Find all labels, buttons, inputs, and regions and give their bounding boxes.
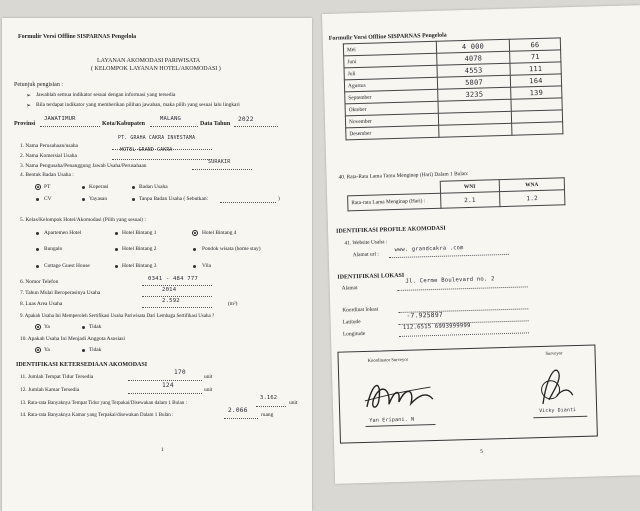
q1-value: PT. GRAHA CAKRA INVESTAMA xyxy=(118,136,196,141)
month-label: Juni xyxy=(344,53,437,68)
heading-layanan: LAYANAN AKOMODASI PARIWISATA xyxy=(97,58,201,64)
month-value-b: 164 xyxy=(510,74,561,87)
q13-label: 13. Rata-rata Banyaknya Tempat Tidur yang Terpakai/Disewakan dalam 1 Bulan : xyxy=(20,400,188,406)
latitude-label: Latitude xyxy=(342,319,361,326)
month-value-b: 111 xyxy=(510,62,561,75)
q4-option-koperasi: Koperasi xyxy=(89,184,109,190)
longitude-label: Longitude xyxy=(342,330,366,338)
q5-option-cottage: Cottage Guest House xyxy=(44,263,90,269)
monthly-table xyxy=(343,37,564,140)
alamat-url-label: Alamat url : xyxy=(352,251,379,259)
month-value-b: 66 xyxy=(509,38,560,51)
form-title: Formulir Versi Offline SISPARNAS Pengelola xyxy=(18,34,137,40)
month-label: Juli xyxy=(344,65,437,80)
surveyor-signature xyxy=(532,359,584,415)
q5-option-bintang-2: Hotel Bintang 2 xyxy=(122,246,157,252)
month-value-a xyxy=(439,123,512,137)
month-label: Oktober xyxy=(345,101,438,116)
q12-label: 12. Jumlah Kamar Tersedia xyxy=(20,387,80,393)
latitude-value: -7.925897 xyxy=(406,310,443,320)
q5-option-bungalo: Bungalo xyxy=(44,246,63,252)
section-lokasi: IDENTIFIKASI LOKASI xyxy=(337,272,405,281)
month-value-b: 71 xyxy=(510,50,561,63)
q6-value: 0341 - 484 777 xyxy=(148,276,198,282)
q41-label: 41. Website Usaha : xyxy=(344,239,388,247)
radio-selected-icon[interactable] xyxy=(35,347,41,353)
section-ketersediaan: IDENTIFIKASI KETERSEDIAAN AKOMODASI xyxy=(16,362,148,368)
q10-label: 10. Apakah Usaha Ini Menjadi Anggota Asosiasi xyxy=(20,336,125,342)
q4-option-badan-usaha: Badan Usaha xyxy=(139,184,168,190)
q5-option-pondok-wisata: Pondok wisata (home stay) xyxy=(202,246,261,252)
stay-wni-value: 2.1 xyxy=(440,192,500,209)
q5-label: 5. Kelas/Kelompok Hotel/Akomodasi (Pilih yang sesuai) : xyxy=(20,217,146,223)
month-value-a: 4078 xyxy=(437,51,510,65)
kota-label: Kota/Kabupaten xyxy=(102,121,146,127)
q9-ya: Ya xyxy=(44,324,50,330)
instruction-2: Bila terdapat indikator yang memberikan pilihan jawaban, maka pilih yang sesuai lalu lingkari xyxy=(36,102,240,108)
stay-label: Rata-rata Lama Menginap (Hari) : xyxy=(348,193,441,211)
section-profil: IDENTIFIKASI PROFILE AKOMODASI xyxy=(336,225,446,235)
q4-label: 4. Bentuk Badan Usaha : xyxy=(20,172,74,178)
q2-label: 2. Nama Komersial Usaha xyxy=(20,153,77,159)
q14-label: 14. Rata-rata Banyaknya Kamar yang Terpakai/disewakan Dalam 1 Bulan : xyxy=(20,412,174,418)
page-number: 5 xyxy=(480,448,484,455)
koordinator-name: Yan Eripani. N xyxy=(369,416,415,424)
radio-selected-icon[interactable] xyxy=(35,324,41,330)
instructions-title: Petunjuk pengisian : xyxy=(14,82,63,88)
col-wni: WNI xyxy=(440,180,500,194)
alamat-label: Alamat xyxy=(341,285,358,292)
q8-unit: (m²) xyxy=(228,301,238,307)
alamat-value: Jl. Cerme Boulevard no. 2 xyxy=(405,276,495,285)
q14-value: 2.066 xyxy=(228,407,248,414)
q5-option-bintang-3: Hotel Bintang 3 xyxy=(122,263,157,269)
page-number: 1 xyxy=(161,447,164,453)
provinsi-label: Provinsi xyxy=(14,121,36,127)
heading-kelompok: ( KELOMPOK LAYANAN HOTEL/AKOMODASI ) xyxy=(91,66,221,72)
q9-tidak: Tidak xyxy=(89,324,102,330)
form-page-5 xyxy=(322,5,640,484)
form-title: Formulir Versi Offline SISPARNAS Pengelola xyxy=(328,32,447,42)
month-label: Mei xyxy=(343,41,436,56)
q13-value: 3.162 xyxy=(260,395,278,401)
kota-value: MALANG xyxy=(160,116,182,122)
month-value-a: 4553 xyxy=(437,63,510,77)
month-label: September xyxy=(345,89,438,104)
surveyor-name: Vicky Dianti xyxy=(539,408,577,415)
q8-value: 2.592 xyxy=(162,298,180,304)
stay-wna-value: 1.2 xyxy=(499,190,564,207)
q4-option-tanpa: Tanpa Badan Usaha ( Sebutkan: xyxy=(139,196,209,202)
q4-option-pt: PT xyxy=(44,184,51,190)
month-label: Desember xyxy=(346,125,439,140)
q10-tidak: Tidak xyxy=(89,347,102,353)
arrow-icon: ➢ xyxy=(26,103,32,109)
q11-value: 170 xyxy=(174,369,186,376)
stay-table xyxy=(347,177,566,211)
month-value-b: 139 xyxy=(511,86,562,99)
q5-option-apartemen: Apartemen Hotel xyxy=(44,230,82,236)
q7-value: 2014 xyxy=(162,287,177,293)
q6-label: 6. Nomor Telefon xyxy=(20,279,59,285)
q5-option-bintang-1: Hotel Bintang 1 xyxy=(122,230,157,236)
q5-option-bintang-4: Hotel Bintang 4 xyxy=(202,230,237,236)
month-value-a: 3235 xyxy=(438,87,511,101)
data-tahun-label: Data Tahun xyxy=(200,121,231,127)
longitude-value: 112.6515 6993999999 xyxy=(402,322,471,331)
q11-label: 11. Jumlah Tempat Tidur Tersedia xyxy=(20,374,94,380)
koordinat-label: Koordinat lokasi xyxy=(342,306,379,314)
radio-selected-icon[interactable] xyxy=(192,230,198,236)
q7-label: 7. Tahun Mulai Beroperasinya Usaha xyxy=(20,290,101,296)
instruction-1: Jawablah semua indikator sesuai dengan informasi yang tersedia xyxy=(36,92,176,98)
arrow-icon: ➢ xyxy=(26,93,32,99)
data-tahun-value: 2022 xyxy=(238,116,254,123)
q12-value: 124 xyxy=(162,382,174,389)
q4-option-yayasan: Yayasan xyxy=(89,196,108,202)
month-value-b xyxy=(512,122,563,135)
form-page-1: Formulir Versi Offline SISPARNAS Pengelola LAYANAN AKOMODASI PARIWISATA ( KELOMPOK LAYANAN HOTEL/AKOMODASI ) Petunjuk pengisian : ➢ Jawablah semua indikator sesuai dengan informasi yang tersedia ➢ Bila terdapat indikator yang memberikan pilihan jawaban, maka pilih yang sesuai lalu lingkari Provinsi JAWATIMUR Kota/Kabupaten MALANG Data Tahun 2022 1. Nama Perusahaan/usaha PT. GRAHA CAKRA INVESTAMA 2. Nama Komersial Usaha HOTEL GRAND CAKRA 3. Nama Pengusaha/Penanggung Jawab Usaha/Perusahaan SURAKIR 4. Bentuk Badan Usaha : PT Koperasi Badan Usaha CV Yayasan Tanpa Badan Usaha ( Sebutkan: ) 5. Kelas/Kelompok Hotel/Akomodasi (Pilih yang sesuai) : Apartemen Hotel Hotel Bintang 1 Hotel Bintang 4 Bungalo Hotel Bintang 2 Pondok wisata (home stay) Cottage Guest House Hotel Bintang 3 Vila 6. Nomor Telefon 0341 - 484 777 7. Tahun Mulai Beroperasinya Usaha 2014 8. Luas Area Usaha 2.592 (m²) 9. Apakah Usaha Ini Memperoleh Sertifikasi Usaha Pariwisata Dari Lembaga Sertifikasi Usaha ? Ya Tidak 10. Apakah Usaha Ini Menjadi Anggota Asosiasi Ya Tidak IDENTIFIKASI KETERSEDIAAN AKOMODASI 11. Jumlah Tempat Tidur Tersedia 170 unit 12. Jumlah Kamar Tersedia 124 unit 13. Rata-rata Banyaknya Tempat Tidur yang Terpakai/Disewakan dalam 1 Bulan : 3.162 unit 14. Rata-rata Banyaknya Kamar yang Terpakai/disewakan Dalam 1 Bulan : 2.066 ruang 1 xyxy=(2,18,312,511)
q3-value: SURAKIR xyxy=(208,159,231,165)
alamat-url-value: www. grandcakra .com xyxy=(394,245,464,254)
radio-selected-icon[interactable] xyxy=(35,184,41,190)
koordinator-signature xyxy=(360,369,441,421)
q9-label: 9. Apakah Usaha Ini Memperoleh Sertifikasi Usaha Pariwisata Dari Lembaga Sertifikasi Usaha ? xyxy=(20,314,215,319)
surveyor-label: Surveyor xyxy=(545,350,563,356)
q3-label: 3. Nama Pengusaha/Penanggung Jawab Usaha/Perusahaan xyxy=(20,163,147,169)
month-value-a: 5807 xyxy=(437,75,510,89)
col-wna: WNA xyxy=(499,178,564,192)
q1-label: 1. Nama Perusahaan/usaha xyxy=(20,143,78,149)
q2-value: HOTEL GRAND CAKRA xyxy=(120,148,173,153)
month-value-a: 4 000 xyxy=(436,39,509,53)
q40-label: 40. Rata-Rata Lama Tamu Menginap (Hari) Dalam 1 Bulan: xyxy=(338,170,469,181)
provinsi-value: JAWATIMUR xyxy=(44,116,76,122)
q10-ya: Ya xyxy=(44,347,50,353)
month-label: Agustus xyxy=(344,77,437,92)
q5-option-vila: Vila xyxy=(202,263,211,269)
koordinator-label: Koordinator Surveyor xyxy=(367,356,409,363)
month-label: November xyxy=(345,113,438,128)
q8-label: 8. Luas Area Usaha xyxy=(20,301,63,307)
q4-option-cv: CV xyxy=(44,196,52,202)
